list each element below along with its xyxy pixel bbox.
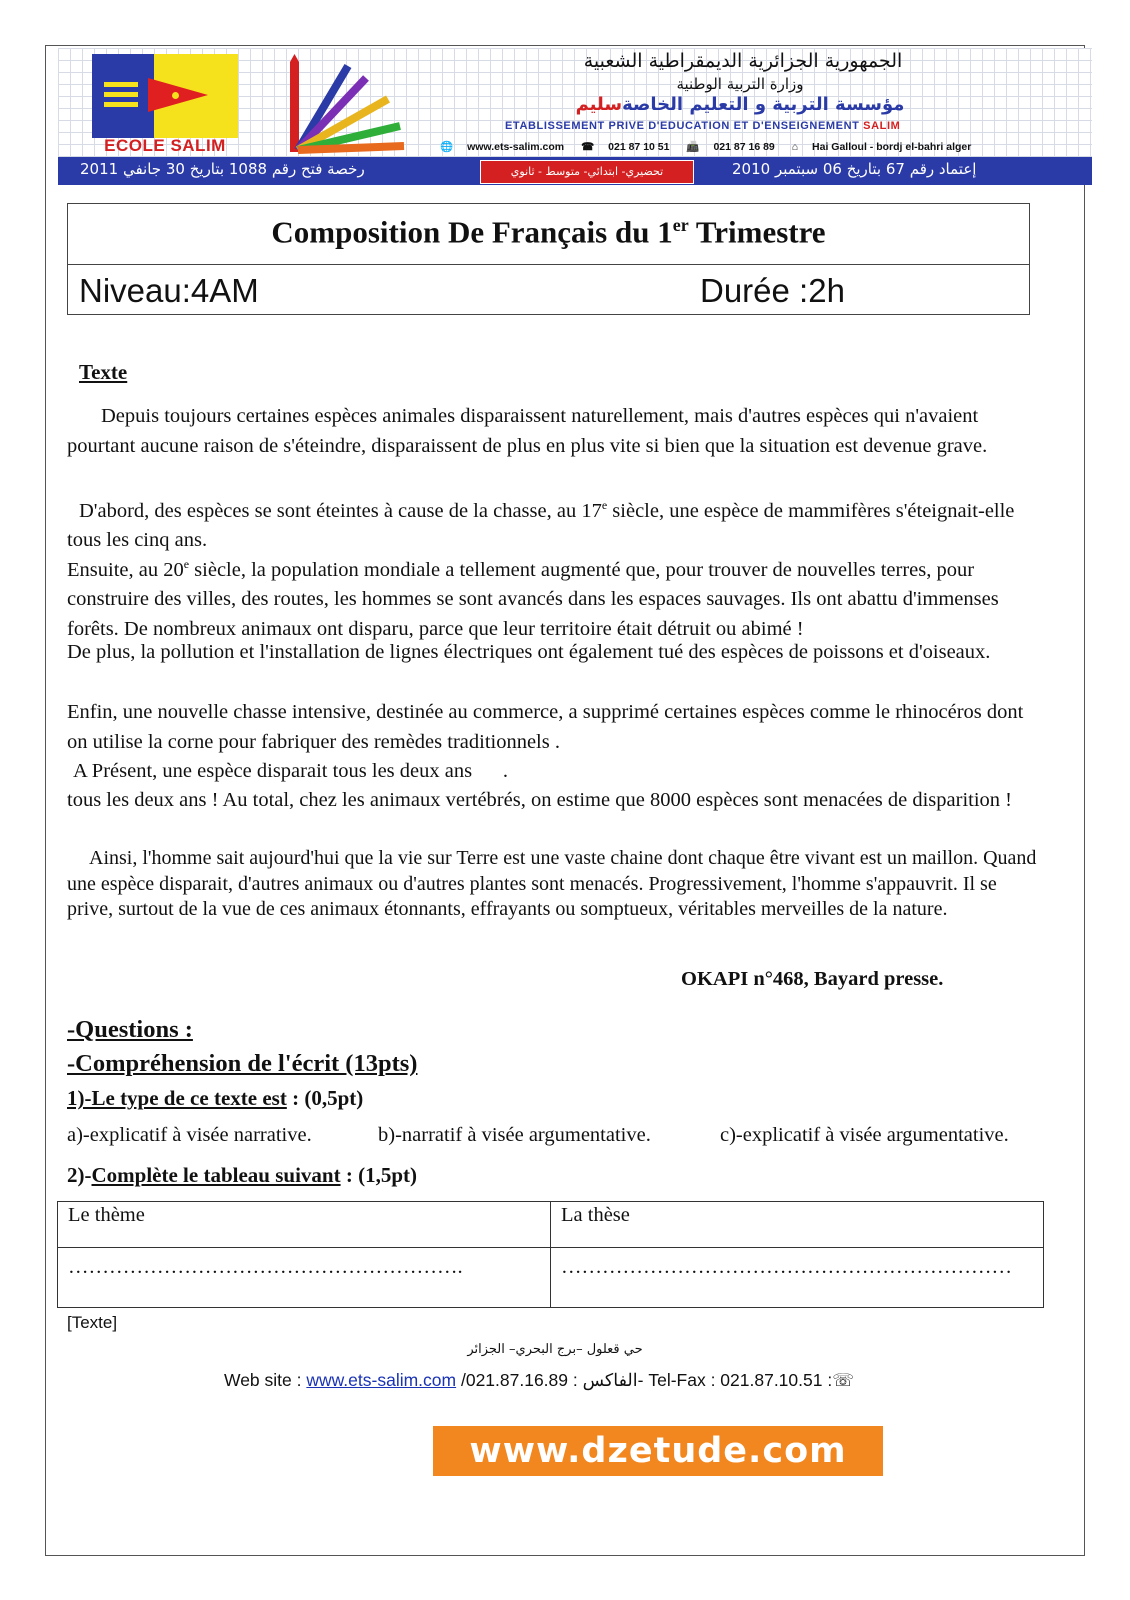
arabic-institution-text: مؤسسة التربية و التعليم الخاصة <box>622 94 905 115</box>
table-head-these: La thèse <box>551 1202 1044 1248</box>
paragraph-3 <box>67 550 1047 644</box>
texte-heading: Texte <box>79 360 128 384</box>
arabic-republic: الجمهورية الجزائرية الديمقراطية الشعبية <box>583 50 903 72</box>
globe-icon: 🌐 <box>440 141 454 153</box>
paragraph-2-sup: e <box>601 498 608 512</box>
etablissement-line <box>505 120 975 132</box>
exam-title <box>68 204 1029 265</box>
band-accreditation: إعتماد رقم 67 بتاريخ 06 سبتمبر 2010 <box>732 160 977 178</box>
comprehension-heading: -Compréhension de l'écrit (13pts) <box>67 1050 418 1077</box>
paragraph-2 <box>67 491 1047 556</box>
exam-title-end: Trimestre <box>688 214 826 250</box>
footer-arabic-address: حي قعلول –برج البحري– الجزائر <box>467 1342 643 1357</box>
footer-placeholder: [Texte] <box>67 1313 118 1332</box>
contact-line <box>440 140 1040 153</box>
header-website: www.ets-salim.com <box>467 141 565 153</box>
footer-web-rest: /021.87.16.89 : الفاكس- Tel-Fax : 021.87.10.51 :☏ <box>456 1370 855 1390</box>
duree: Durée :2h <box>700 272 845 309</box>
footer-web-link[interactable]: www.ets-salim.com <box>306 1370 457 1390</box>
paragraph-6: A Présent, une espèce disparait tous les deux ans . <box>73 760 508 782</box>
arabic-institution <box>520 94 960 115</box>
answer-table <box>57 1201 1044 1308</box>
paragraph-2-end: siècle, une espèce de mammifères s'éteignait-elle tous les cinq ans. <box>67 499 1015 552</box>
footer-web <box>224 1370 854 1391</box>
paragraph-5: Enfin, une nouvelle chasse intensive, destinée au commerce, a supprimé certaines espèces comme le rhinocéros dont on utilise la corne pour fabriquer des remèdes traditionnels . <box>67 701 1024 753</box>
etablissement-name: SALIM <box>863 120 901 132</box>
home-icon: ⌂ <box>791 141 799 153</box>
paragraph-7: tous les deux ans ! Au total, chez les animaux vertébrés, on estime que 8000 espèces sont menacées de disparition ! <box>67 789 1013 811</box>
exam-title-sup: er <box>672 215 689 235</box>
option-b: b)-narratif à visée argumentative. <box>378 1124 651 1146</box>
etablissement-text: ETABLISSEMENT PRIVE D'EDUCATION ET D'ENSEIGNEMENT <box>505 120 860 132</box>
fax-icon: 📠 <box>686 141 700 153</box>
phone-icon: ☎ <box>581 141 595 153</box>
question-1-label: 1)-Le type de ce texte est <box>67 1086 287 1110</box>
question-2-prefix: 2)- <box>67 1163 92 1187</box>
arabic-ministry: وزارة التربية الوطنية <box>676 75 804 93</box>
paragraph-2-text: D'abord, des espèces se sont éteintes à cause de la chasse, au 17 <box>79 499 602 522</box>
paragraph-3-sup: e <box>183 557 190 571</box>
question-1 <box>67 1086 363 1111</box>
exam-title-text: Composition De Français du 1 <box>271 214 673 250</box>
school-logo-text: ECOLE SALIM <box>104 136 226 155</box>
dzetude-watermark[interactable]: www.dzetude.com <box>433 1426 883 1476</box>
paragraph-1: Depuis toujours certaines espèces animales disparaissent naturellement, mais d'autres espèces qui n'avaient pourtant aucune raison de s'éteindre, disparaissent de plus en plus vite si bien que la situation est devenue grave. <box>67 405 988 457</box>
paragraph-3-end: siècle, la population mondiale a tellement augmenté que, pour trouver de nouvelles terres, pour construire des villes, des routes, les hommes se sont avancés dans les espaces sauvages. Ils ont abattu d'immenses forêts. De nombreux animaux ont disparu, parce que leur territoire était détruit ou abimé ! <box>67 558 999 640</box>
footer-web-label: Web site : <box>224 1370 307 1390</box>
table-row <box>58 1248 1044 1308</box>
paragraph-3-text: Ensuite, au 20 <box>67 558 184 581</box>
question-2-label: Complète le tableau suivant <box>91 1163 341 1187</box>
text-source: OKAPI n°468, Bayard presse. <box>681 968 944 990</box>
question-2-points: : (1,5pt) <box>340 1163 417 1187</box>
paragraph-4: De plus, la pollution et l'installation de lignes électriques ont également tué des espèces de poissons et d'oiseaux. <box>67 641 991 663</box>
paragraph-8: Ainsi, l'homme sait aujourd'hui que la vie sur Terre est une vaste chaine dont chaque être vivant est un maillon. Quand une espèce disparait, d'autres animaux ou d'autres plantes sont menacés. Progressivement, l'homme s'appauvrit. Il se prive, surtout de la vue de ces animaux étonnants, effrayants ou somptueux, véritables merveilles de la nature. <box>67 847 1037 920</box>
table-header-row <box>58 1202 1044 1248</box>
arabic-institution-name: سليم <box>575 94 623 115</box>
header-fax: 021 87 16 89 <box>713 141 775 153</box>
exam-title-box <box>67 203 1030 315</box>
band-levels: تحضيري- ابتدائي- متوسط - ثانوي <box>480 160 694 184</box>
table-fill-theme: …………………………………………………. <box>58 1248 551 1308</box>
header-address: Hai Galloul - bordj el-bahri alger <box>812 141 972 153</box>
table-head-theme: Le thème <box>58 1202 551 1248</box>
question-2 <box>67 1163 417 1188</box>
niveau: Niveau:4AM <box>79 272 259 309</box>
header-phone: 021 87 10 51 <box>608 141 670 153</box>
question-1-points: : (0,5pt) <box>286 1086 364 1110</box>
band-license-open: رخصة فتح رقم 1088 بتاريخ 30 جانفي 2011 <box>80 160 365 178</box>
option-a: a)-explicatif à visée narrative. <box>67 1124 312 1146</box>
pencils-icon <box>288 54 418 154</box>
logo-stripes <box>104 82 138 108</box>
questions-heading: -Questions : <box>67 1016 193 1043</box>
logo-star-icon <box>172 92 179 99</box>
option-c: c)-explicatif à visée argumentative. <box>720 1124 1009 1146</box>
table-fill-these: ………………………………………………………… <box>551 1248 1044 1308</box>
